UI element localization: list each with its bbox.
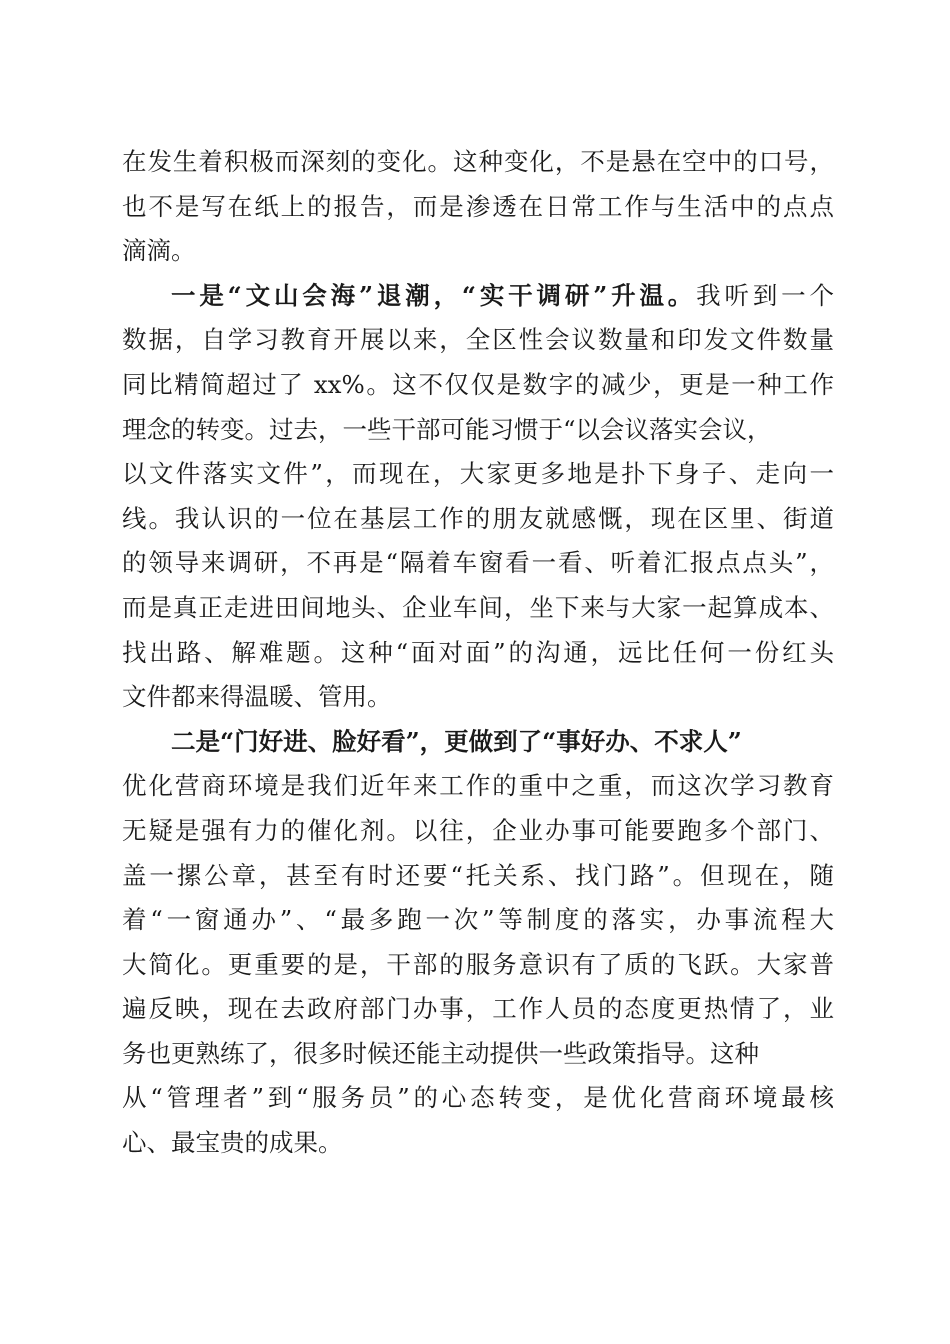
document-body xyxy=(122,140,834,1166)
paragraph-3-line-9: 从“管理者”到“服务员”的心态转变，是优化营商环境最核 xyxy=(122,1083,834,1113)
paragraph-3-lead: 二是“门好进、脸好看”，更做到了“事好办、不求人” xyxy=(171,726,742,756)
paragraph-2-lead: 一是“文山会海”退潮，“实干调研”升温。 xyxy=(171,280,697,310)
paragraph-1-line-3: 滴滴。 xyxy=(122,236,196,266)
paragraph-2-line-8: 而是真正走进田间地头、企业车间，坐下来与大家一起算成本、 xyxy=(122,592,834,622)
paragraph-3-line-5: 着“一窗通办”、“最多跑一次”等制度的落实，办事流程大 xyxy=(122,905,834,935)
paragraph-2-line-4: 理念的转变。过去，一些干部可能习惯于“以会议落实会议， xyxy=(122,414,772,444)
paragraph-2-line-10: 文件都来得温暖、管用。 xyxy=(122,682,392,712)
paragraph-3-line-7: 遍反映，现在去政府部门办事，工作人员的态度更热情了，业 xyxy=(122,994,834,1024)
paragraph-2-line-3: 同比精简超过了 xx%。这不仅仅是数字的减少，更是一种工作 xyxy=(122,369,834,399)
paragraph-2-line-6: 线。我认识的一位在基层工作的朋友就感慨，现在区里、街道 xyxy=(122,503,834,533)
paragraph-2-line-5: 以文件落实文件”，而现在，大家更多地是扑下身子、走向一 xyxy=(122,459,834,489)
paragraph-3-line-3: 无疑是强有力的催化剂。以往，企业办事可能要跑多个部门、 xyxy=(122,815,834,845)
paragraph-2-line-1 xyxy=(122,274,834,319)
paragraph-3-line-2: 优化营商环境是我们近年来工作的重中之重，而这次学习教育 xyxy=(122,771,834,801)
paragraph-3-line-10: 心、最宝贵的成果。 xyxy=(122,1128,343,1158)
paragraph-3-line-6: 大简化。更重要的是，干部的服务意识有了质的飞跃。大家普 xyxy=(122,949,834,979)
paragraph-2-line-1-rest: 我听到一个 xyxy=(696,280,834,310)
paragraph-3-line-4: 盖一摞公章，甚至有时还要“托关系、找门路”。但现在，随 xyxy=(122,860,834,890)
paragraph-1-line-1: 在发生着积极而深刻的变化。这种变化，不是悬在空中的口号， xyxy=(122,147,834,176)
paragraph-2-line-7: 的领导来调研，不再是“隔着车窗看一看、听着汇报点点头”， xyxy=(122,548,834,578)
paragraph-2-line-9: 找出路、解难题。这种“面对面”的沟通，远比任何一份红头 xyxy=(122,637,834,667)
paragraph-2-line-2: 数据，自学习教育开展以来，全区性会议数量和印发文件数量 xyxy=(122,325,834,355)
paragraph-1-line-2: 也不是写在纸上的报告，而是渗透在日常工作与生活中的点点 xyxy=(122,191,834,221)
paragraph-3-line-1 xyxy=(122,720,834,765)
paragraph-3-line-8: 务也更熟练了，很多时候还能主动提供一些政策指导。这种 xyxy=(122,1038,759,1068)
